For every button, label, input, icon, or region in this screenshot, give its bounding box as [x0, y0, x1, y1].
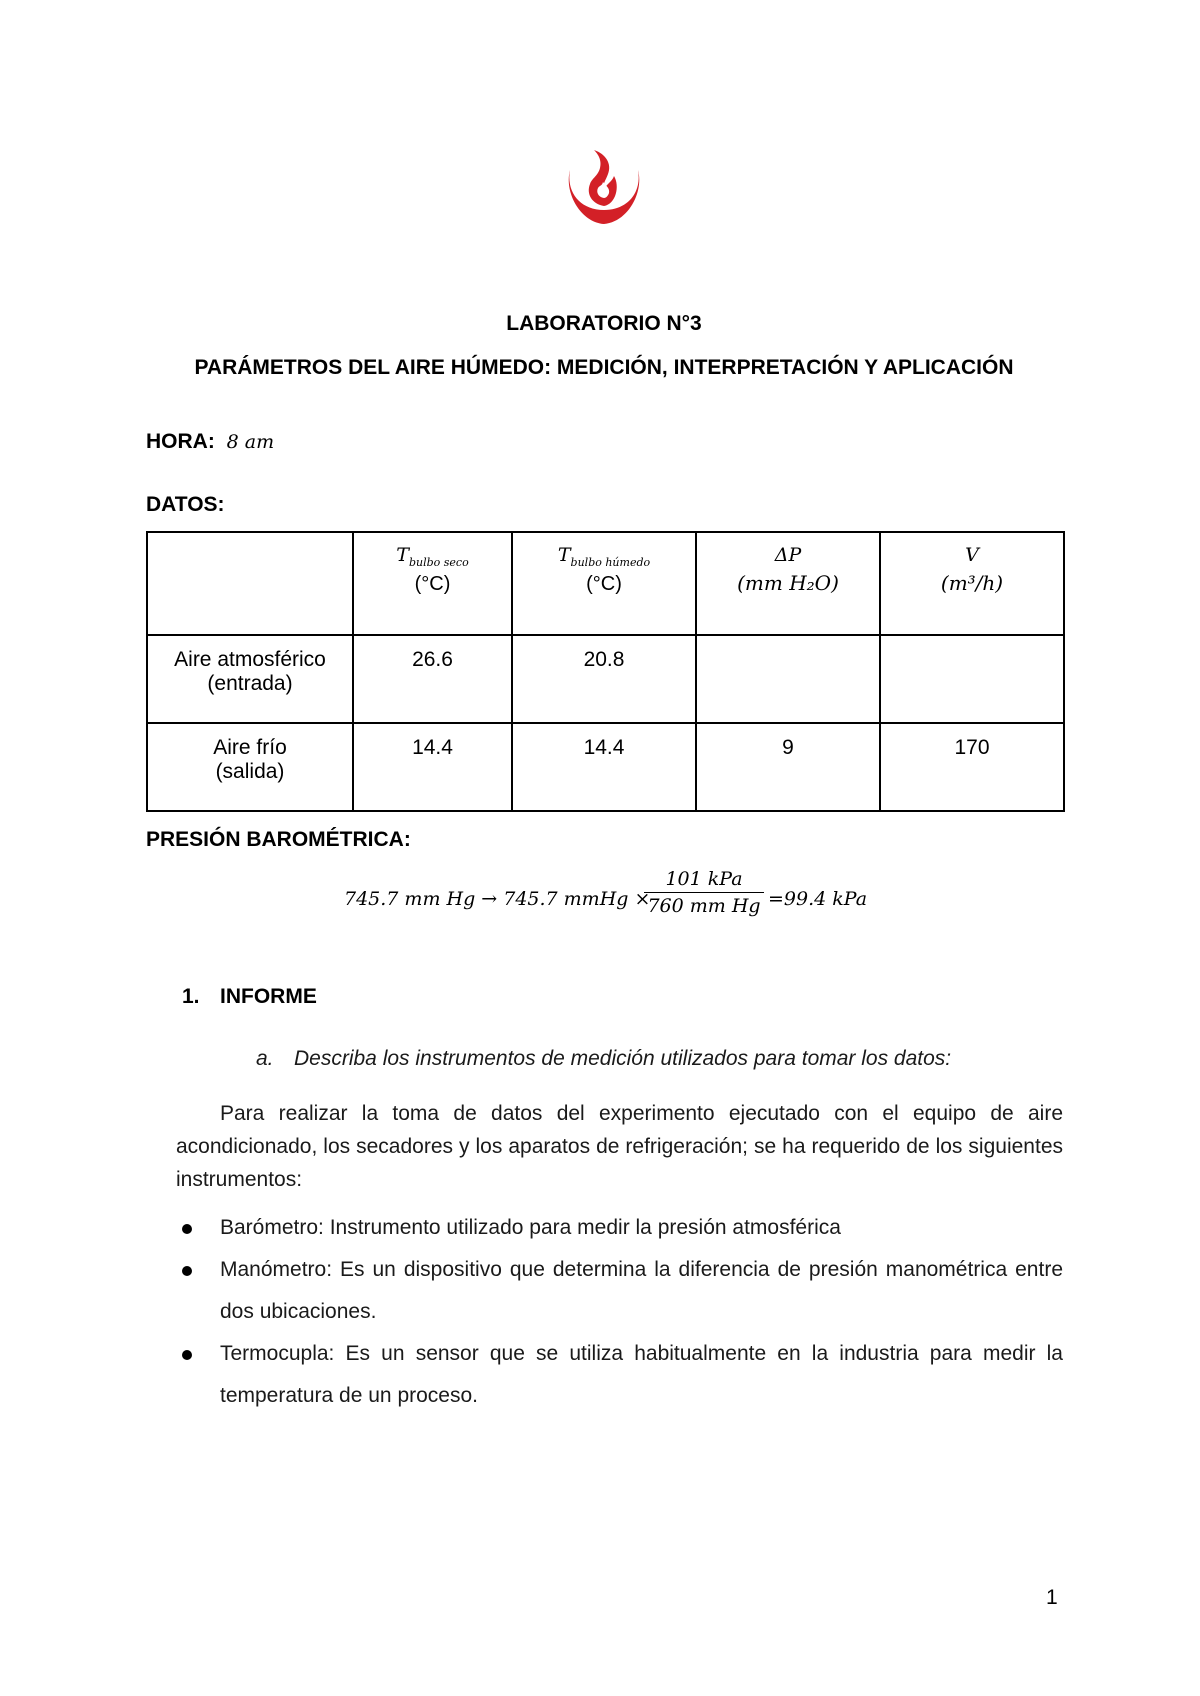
question-text: Describa los instrumentos de medición utilizados para tomar los datos:	[294, 1047, 952, 1070]
hora-line	[146, 430, 274, 454]
data-table	[146, 531, 1065, 812]
hora-value: 8 am	[226, 431, 275, 453]
row-label: Aire atmosférico (entrada)	[147, 635, 353, 723]
instrument-list	[176, 1207, 1063, 1417]
bullet-icon	[182, 1350, 192, 1360]
bullet-icon	[182, 1224, 192, 1234]
cell-volume-flow	[880, 635, 1064, 723]
row-label: Aire frío (salida)	[147, 723, 353, 811]
formula-fraction	[644, 868, 764, 917]
body-paragraph: Para realizar la toma de datos del experimento ejecutado con el equipo de aire acondicionado, los secadores y los aparatos de refrigeración; se ha requerido de los siguientes instrumentos:	[176, 1102, 1063, 1191]
presion-barometrica-label: PRESIÓN BAROMÉTRICA:	[146, 828, 411, 851]
section-heading-informe	[182, 985, 317, 1009]
university-flame-logo-icon	[562, 148, 646, 228]
table-row	[147, 723, 1064, 811]
page-number: 1	[1046, 1586, 1058, 1609]
formula-result: =99.4 kPa	[768, 888, 868, 910]
question-letter: a.	[256, 1047, 274, 1070]
cell-t-bulbo-seco: 26.6	[353, 635, 512, 723]
formula-numerator: 101 kPa	[644, 868, 764, 893]
list-item: Termocupla: Es un sensor que se utiliza habitualmente en la industria para medir la temperatura de un proceso.	[176, 1333, 1063, 1417]
cell-delta-p: 9	[696, 723, 880, 811]
hora-label: HORA:	[146, 430, 215, 453]
header-t-bulbo-humedo: $T_{bulbo húmedo}$ (°C)	[512, 532, 696, 635]
table-row	[147, 635, 1064, 723]
table-header-row	[147, 532, 1064, 635]
question-a	[256, 1047, 951, 1071]
header-delta-p: ΔP (mm H₂O)	[696, 532, 880, 635]
list-item: Barómetro: Instrumento utilizado para medir la presión atmosférica	[176, 1207, 1063, 1249]
cell-t-bulbo-seco: 14.4	[353, 723, 512, 811]
section-number: 1.	[182, 985, 200, 1008]
cell-delta-p	[696, 635, 880, 723]
list-item: Manómetro: Es un dispositivo que determina la diferencia de presión manométrica entre dos ubicaciones.	[176, 1249, 1063, 1333]
cell-volume-flow: 170	[880, 723, 1064, 811]
header-empty	[147, 532, 353, 635]
cell-t-bulbo-humedo: 14.4	[512, 723, 696, 811]
section-title: INFORME	[220, 985, 317, 1008]
document-subtitle: PARÁMETROS DEL AIRE HÚMEDO: MEDICIÓN, INTERPRETACIÓN Y APLICACIÓN	[194, 356, 1014, 379]
document-title: LABORATORIO N°3	[506, 312, 702, 335]
datos-label: DATOS:	[146, 493, 225, 516]
cell-t-bulbo-humedo: 20.8	[512, 635, 696, 723]
bullet-icon	[182, 1266, 192, 1276]
header-t-bulbo-seco: $T_{bulbo seco}$ (°C)	[353, 532, 512, 635]
pressure-conversion-formula	[340, 868, 880, 930]
formula-denominator: 760 mm Hg	[647, 895, 761, 917]
formula-lhs: 745.7 mm Hg → 745.7 mmHg ×	[344, 888, 651, 910]
header-volume-flow: V (m³/h)	[880, 532, 1064, 635]
